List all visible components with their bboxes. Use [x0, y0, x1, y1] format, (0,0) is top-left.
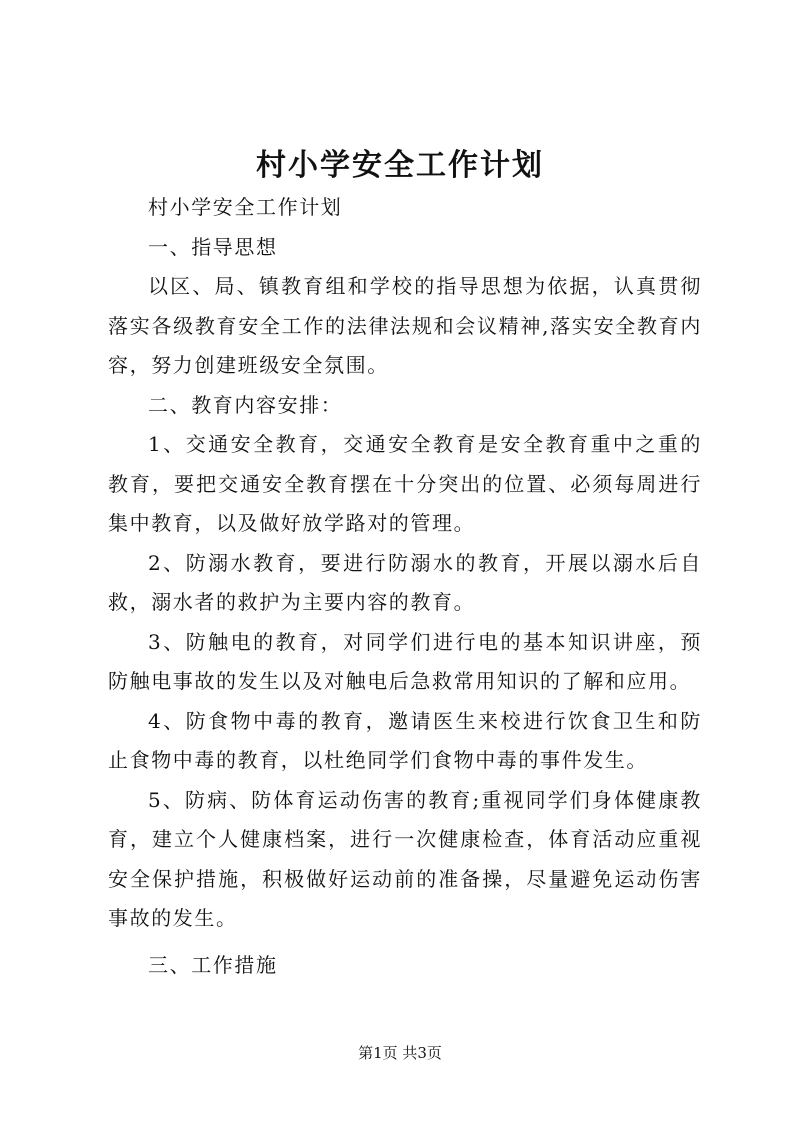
page-title: 村小学安全工作计划: [256, 148, 544, 183]
section-heading-education-content: 二、教育内容安排：: [148, 392, 343, 417]
page-footer: 第1页 共3页: [358, 1044, 442, 1062]
section-heading-work-measures: 三、工作措施: [148, 952, 278, 977]
section-heading-guiding-ideology: 一、指导思想: [148, 234, 278, 259]
paragraph-disease-sports-injury: 5、防病、防体育运动伤害的教育;重视同学们身体健康教育，建立个人健康档案，进行一次健康检查，体育活动应重视安全保护措施，积极做好运动前的准备操，尽量避免运动伤害事故的发生。: [108, 787, 702, 930]
paragraph-food-poisoning: 4、防食物中毒的教育，邀请医生来校进行饮食卫生和防止食物中毒的教育，以杜绝同学们食物中毒的事件发生。: [108, 708, 702, 772]
paragraph-guiding-ideology: 以区、局、镇教育组和学校的指导思想为依据，认真贯彻落实各级教育安全工作的法律法规和会议精神,落实安全教育内容，努力创建班级安全氛围。: [108, 274, 702, 377]
paragraph-electric-shock: 3、防触电的教育，对同学们进行电的基本知识讲座，预防触电事故的发生以及对触电后急救常用知识的了解和应用。: [108, 629, 702, 693]
paragraph-subtitle: 村小学安全工作计划: [148, 195, 343, 219]
paragraph-drowning-prevention: 2、防溺水教育，要进行防溺水的教育，开展以溺水后自救，溺水者的救护为主要内容的教育。: [108, 550, 702, 614]
document-body: [108, 188, 702, 985]
paragraph-traffic-safety: 1、交通安全教育，交通安全教育是安全教育重中之重的教育，要把交通安全教育摆在十分突出的位置、必须每周进行集中教育，以及做好放学路对的管理。: [108, 432, 702, 535]
